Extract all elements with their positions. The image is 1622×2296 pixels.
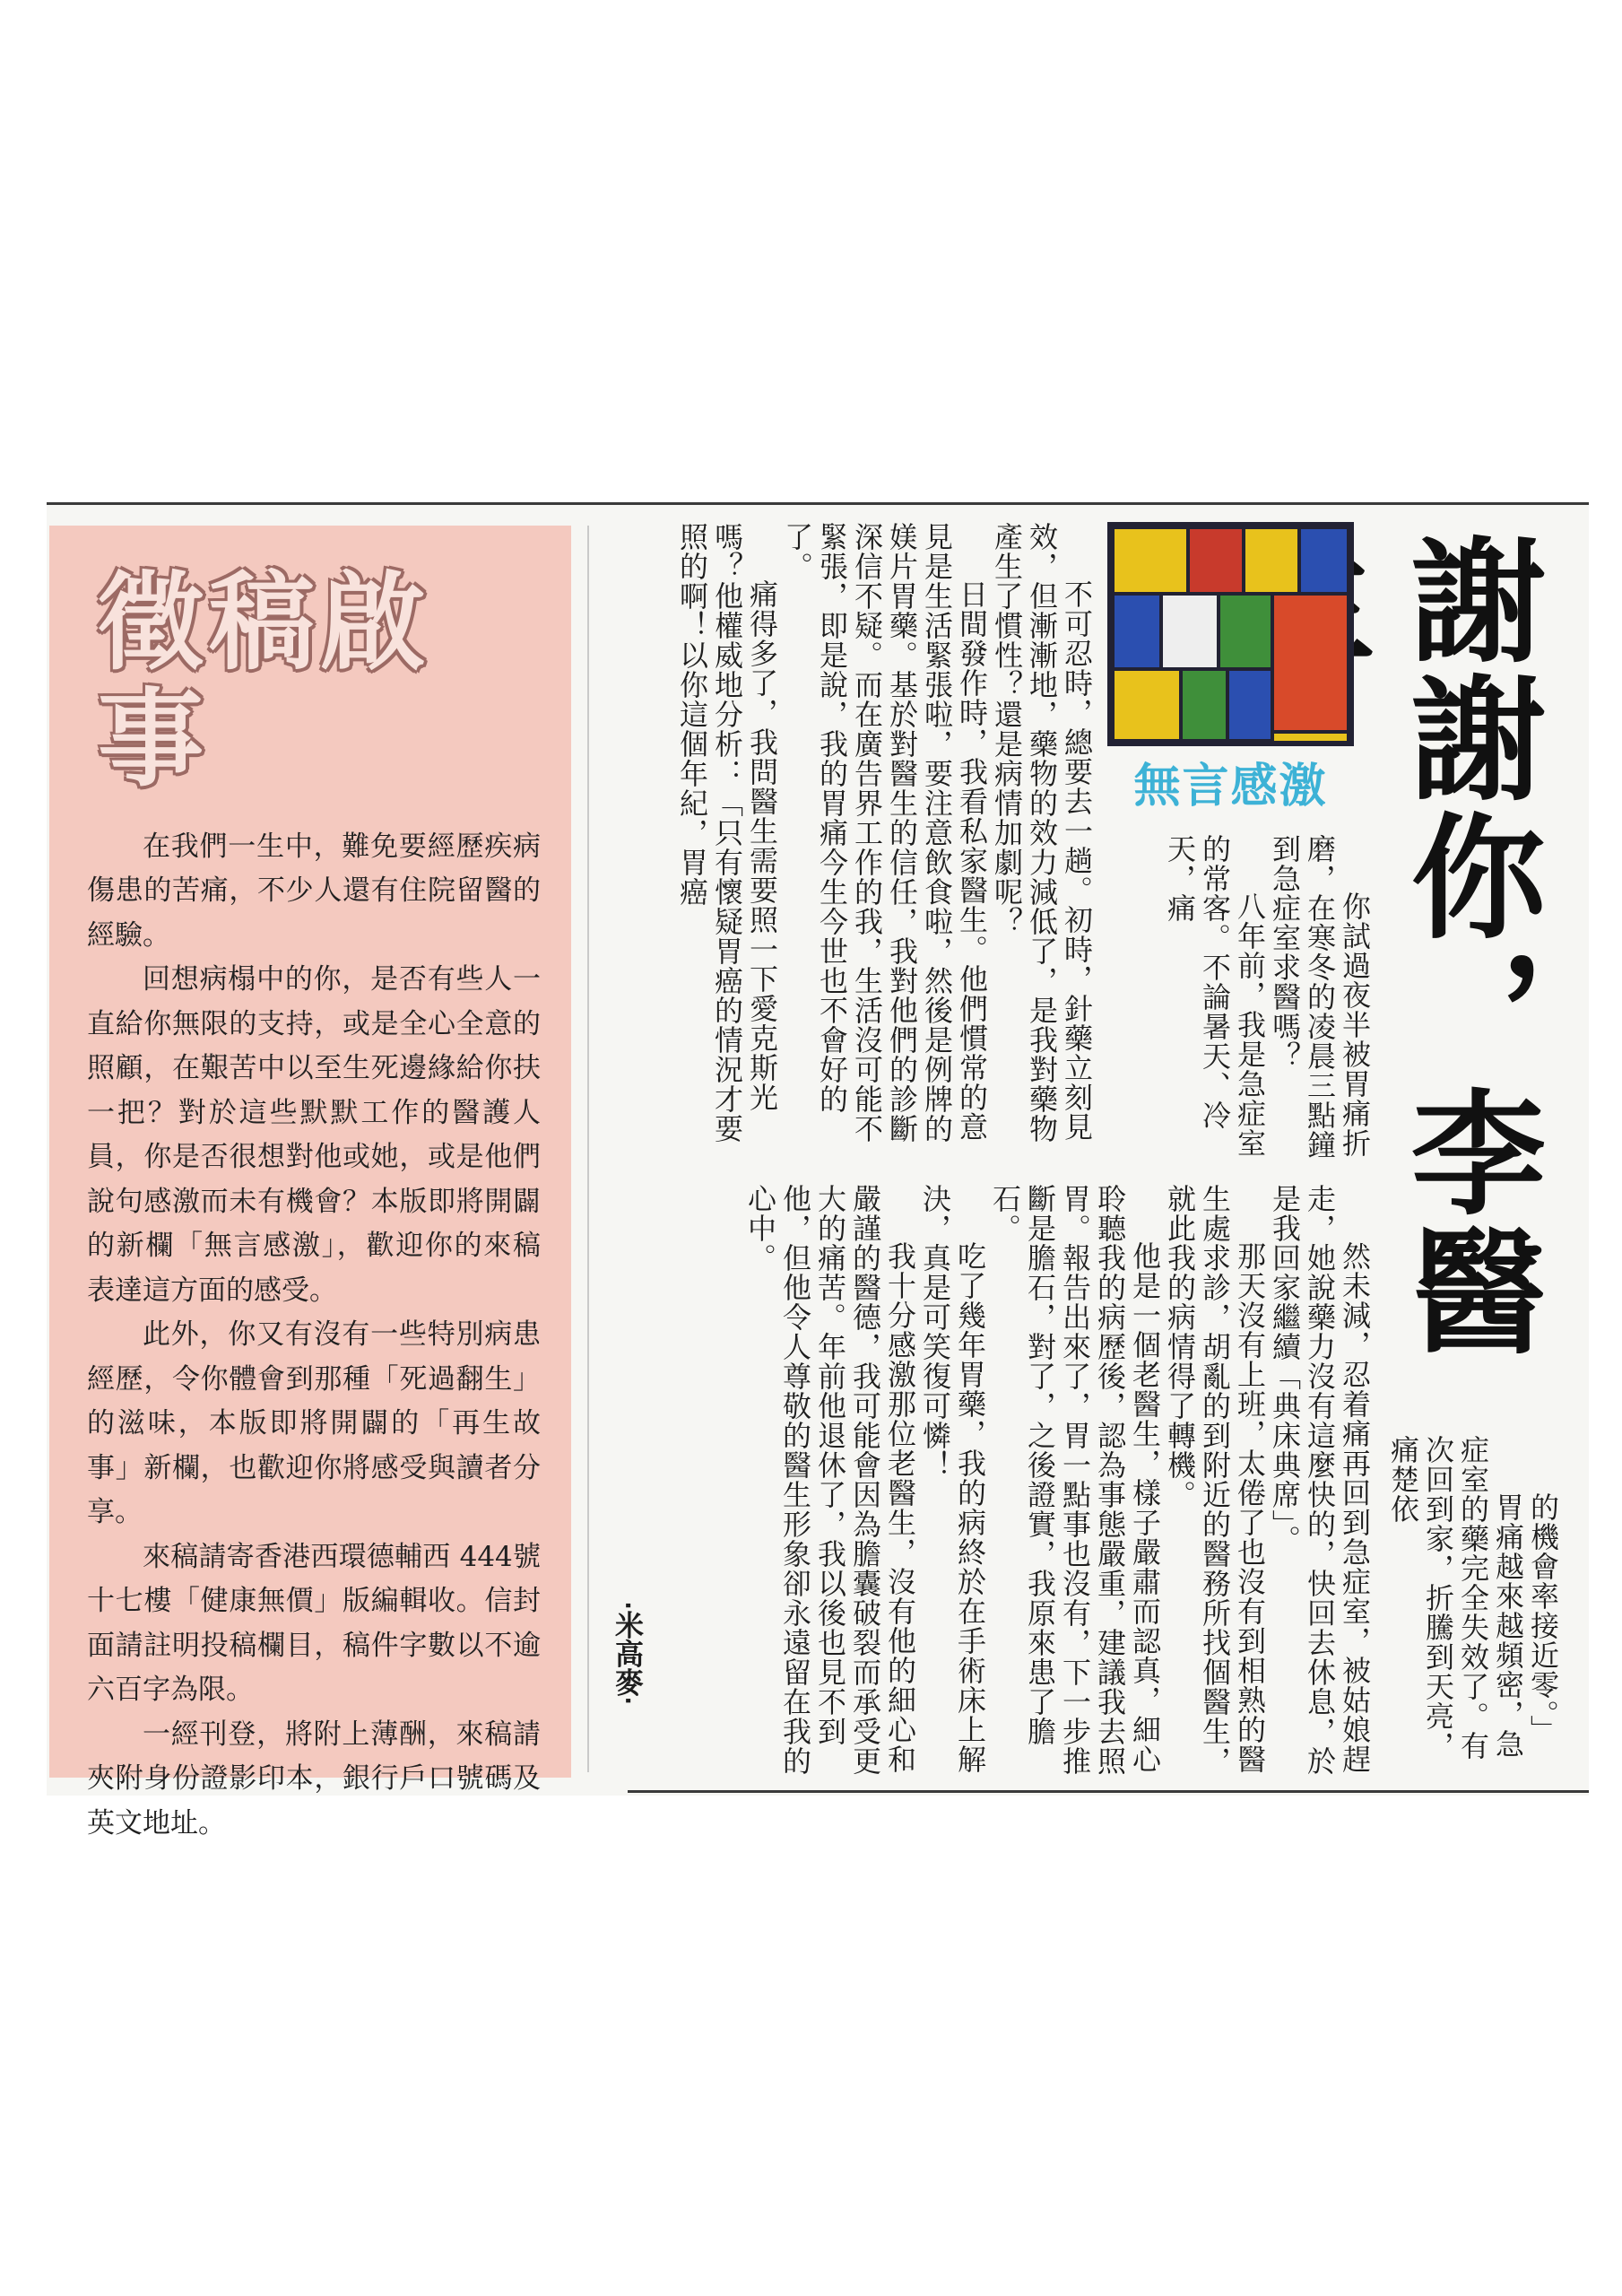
article-paragraph: 你試過夜半被胃痛折磨，在寒冬的凌晨三點鐘到急症室求醫嗎？ (1268, 834, 1372, 1160)
article-paragraph: 痛得多了，我問醫生需要照一下愛克斯光嗎？他權威地分析：「只有懷疑胃癌的情況才要照的啊！以你這個年紀，胃癌 (675, 522, 779, 1144)
article-paragraph: 的機會率接近零。」 (1526, 1492, 1560, 1744)
article-block-d (655, 1184, 1372, 1776)
article-paragraph: 吃了幾年胃藥，我的病終於在手術床上解決，真是可笑復可憐！ (918, 1184, 987, 1774)
article-block-c (1381, 1435, 1560, 1776)
notice-title: 徵稿啟事 (98, 561, 432, 801)
article-paragraph: 八年前，我是急症室的常客。不論暑天、冷天，痛 (1163, 834, 1267, 1158)
column-name: 無言感激 (1133, 760, 1328, 813)
article-paragraph: 他是一個老醫生，樣子嚴肅而認真，細心聆聽我的病歷後，認為事態嚴重，建議我去照胃。報告出來了，胃一點事也沒有，下一步推斷是膽石，對了，之後證實，我原來患了膽石。 (988, 1184, 1162, 1776)
article-paragraph: 日間發作時，我看私家醫生。他們慣常的意見是生活緊張啦，要注意飲食啦，然後是例牌的媄片胃藥。基於對醫生的信任，我對他們的診斷深信不疑。而在廣告界工作的我，生活沒可能不緊張，即是說，我的胃痛今生今世也不會好的了。 (780, 522, 989, 1144)
notice-paragraph: 此外，你又有沒有一些特別病患經歷，令你體會到那種「死過翻生」的滋味，本版即將開闢的「再生故事」新欄，也歡迎你將感受與讀者分享。 (87, 1318, 541, 1529)
article-paragraph: 然未減，忍着痛再回到急症室，被姑娘趕走，她說藥力沒有這麼快的，快回去休息，於是我回家繼續「典床典席」。 (1268, 1184, 1372, 1776)
article-paragraph: 胃痛越來越頻密，急症室的藥完全失效了。有次回到家，折騰到天亮，痛楚依 (1386, 1435, 1525, 1761)
article-byline: ‧米高麥‧ (611, 1601, 645, 1706)
bottom-rule (628, 1790, 1589, 1793)
article-headline: 謝謝你，李醫 (1388, 531, 1544, 1360)
mosaic-logo-icon (1107, 522, 1354, 746)
notice-paragraph: 回想病榻中的你，是否有些人一直給你無限的支持，或是全心全意的照顧，在艱苦中以至生死邊緣給你扶一把？對於這些默默工作的醫護人員，你是否很想對他或她，或是他們說句感激而未有機會？本版即將開闢的新欄「無言感激」，歡迎你的來稿表達這方面的感受。 (87, 963, 541, 1307)
article-block-b (610, 522, 1094, 1166)
call-for-submissions-box (49, 526, 571, 1839)
column-logo (1107, 522, 1354, 818)
top-rule (47, 502, 1589, 505)
article-paragraph: 不可忍時，總要去一趟。初時，針藥立刻見效，但漸漸地，藥物的效力減低了，是我對藥物產生了慣性？還是病情加劇呢？ (990, 522, 1094, 1144)
column-divider (587, 526, 589, 1772)
article-paragraph: 我十分感激那位老醫生，沒有他的細心和嚴謹的醫德，我可能會因為膽囊破裂而承受更大的痛苦。年前他退休了，我以後也見不到他，但他令人尊敬的醫生形象卻永遠留在我的心中。 (743, 1184, 917, 1776)
notice-paragraph: 來稿請寄香港西環德輔西 444號十七樓「健康無價」版編輯收。信封面請註明投稿欄目，稿件字數以不逾六百字為限。 (87, 1540, 541, 1707)
notice-paragraph: 在我們一生中，難免要經歷疾病傷患的苦痛，不少人還有住院留醫的經驗。 (87, 830, 541, 952)
article-paragraph: 那天沒有上班，太倦了也沒有到相熟的醫生處求診，胡亂的到附近的醫務所找個醫生，就此我的病情得了轉機。 (1163, 1184, 1267, 1776)
article-block-a (1110, 834, 1372, 1166)
notice-paragraph: 一經刊登，將附上薄酬，來稿請夾附身份證影印本，銀行戶口號碼及英文地址。 (87, 1718, 541, 1839)
